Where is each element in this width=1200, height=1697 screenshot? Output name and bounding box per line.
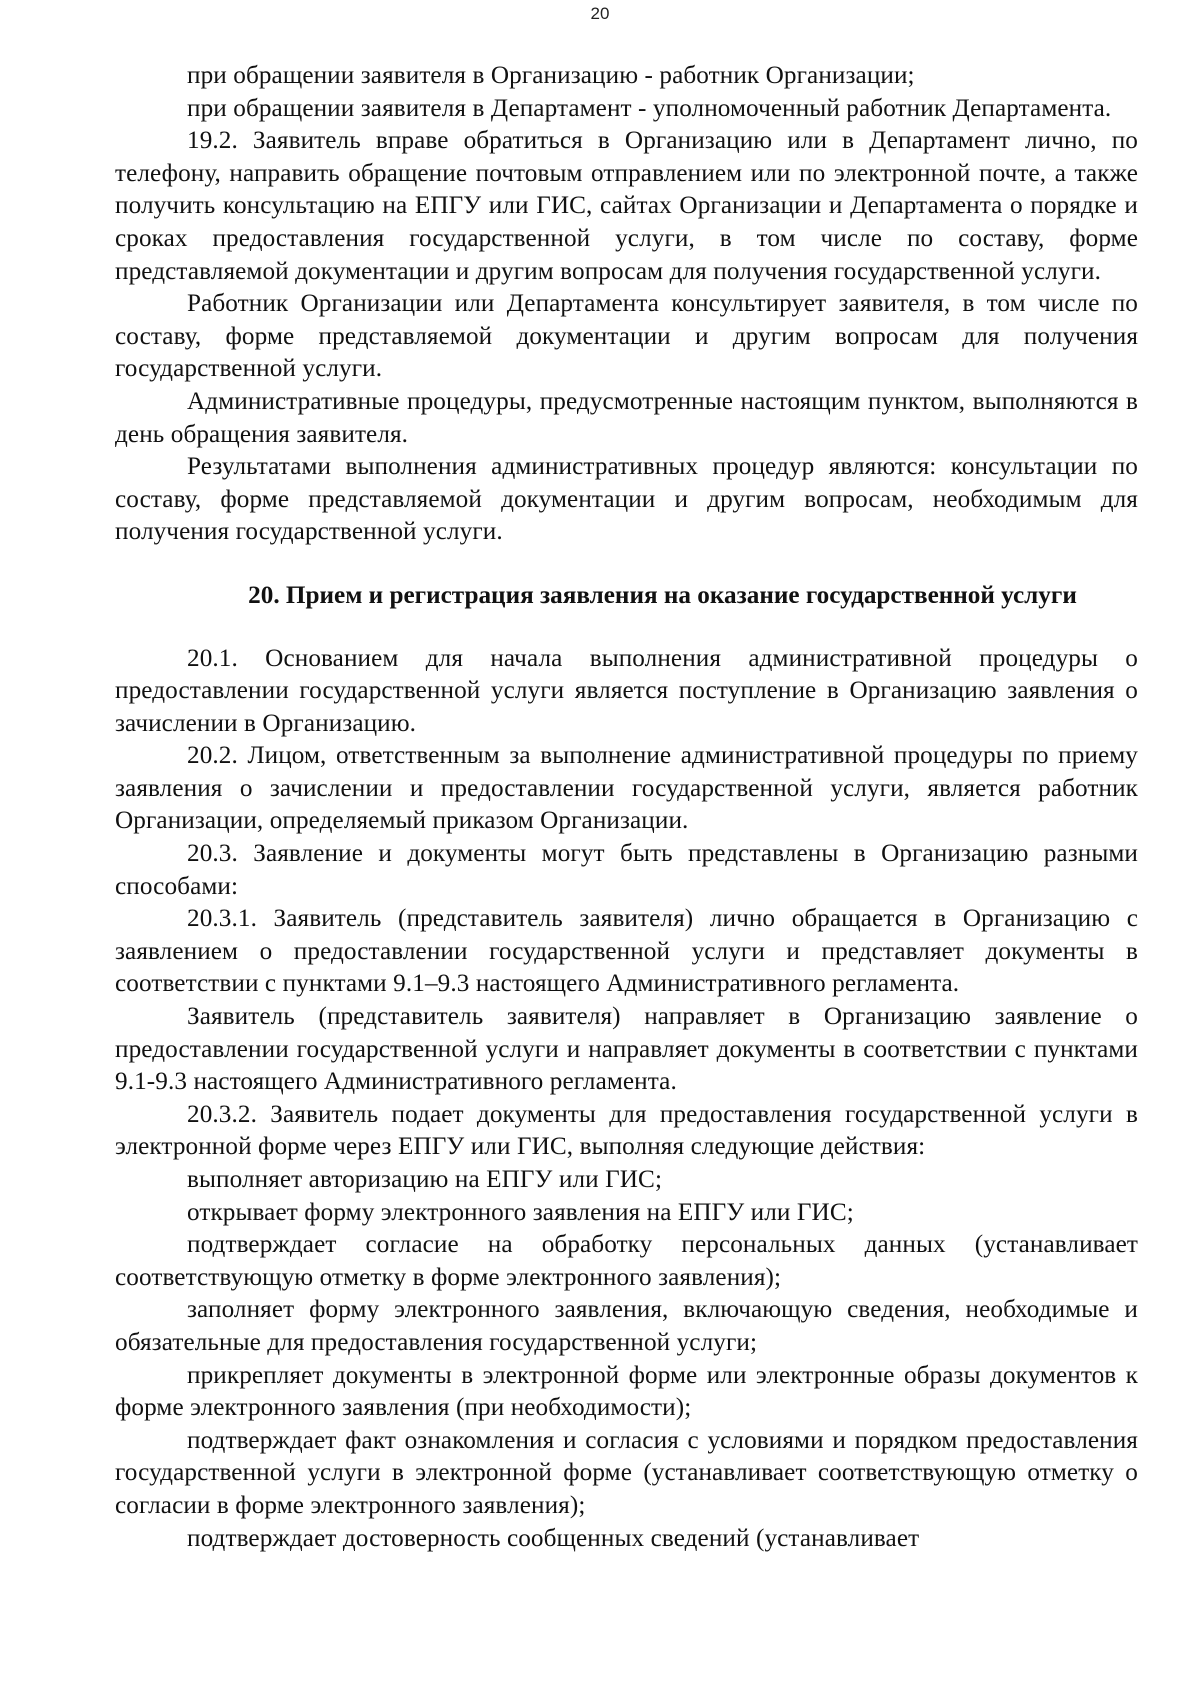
paragraph: 20.2. Лицом, ответственным за выполнение административной процедуры по приему заявления о зачислении и предоставлении государственной услуги, является работник Организации, определяемый приказом Организации. [115,742,1138,835]
paragraph: подтверждает согласие на обработку персональных данных (устанавливает соответствующую отметку в форме электронного заявления); [115,1231,1138,1291]
document-body [115,60,1138,1555]
paragraph: Заявитель (представитель заявителя) направляет в Организацию заявление о предоставлении государственной услуги и направляет документы в соответствии с пунктами 9.1-9.3 настоящего Административного регламента. [115,1003,1138,1096]
paragraph: подтверждает факт ознакомления и согласия с условиями и порядком предоставления государственной услуги в электронной форме (устанавливает соответствующую отметку о согласии в форме электронного заявления); [115,1426,1138,1519]
paragraph: Результатами выполнения административных процедур являются: консультации по составу, форме представляемой документации и другим вопросам, необходимым для получения государственной услуги. [115,453,1138,546]
paragraph: Работник Организации или Департамента консультирует заявителя, в том числе по составу, форме представляемой документации и другим вопросам для получения государственной услуги. [115,290,1138,383]
section-heading: 20. Прием и регистрация заявления на оказание государственной услуги [248,581,1077,609]
paragraph: выполняет авторизацию на ЕПГУ или ГИС; [187,1166,663,1193]
paragraph: открывает форму электронного заявления на ЕПГУ или ГИС; [187,1198,854,1226]
paragraph: 20.3. Заявление и документы могут быть представлены в Организацию разными способами: [115,840,1138,900]
paragraph: 20.1. Основанием для начала выполнения административной процедуры о предоставлении государственной услуги является поступление в Организацию заявления о зачислении в Организацию. [115,644,1138,737]
paragraph: заполняет форму электронного заявления, включающую сведения, необходимые и обязательные для предоставления государственной услуги; [115,1296,1138,1356]
paragraph: 20.3.2. Заявитель подает документы для предоставления государственной услуги в электронной форме через ЕПГУ или ГИС, выполняя следующие действия: [115,1100,1138,1161]
paragraph: Административные процедуры, предусмотренные настоящим пунктом, выполняются в день обращения заявителя. [115,387,1138,448]
paragraph: 20.3.1. Заявитель (представитель заявителя) лично обращается в Организацию с заявлением о предоставлении государственной услуги и представляет документы в соответствии с пунктами 9.1–9.3 настоящего Административного регламента. [115,905,1138,998]
paragraph: при обращении заявителя в Департамент - уполномоченный работник Департамента. [187,94,1112,122]
page-number: 20 [590,4,610,23]
paragraph: прикрепляет документы в электронной форме или электронные образы документов к форме электронного заявления (при необходимости); [115,1361,1138,1422]
paragraph: 19.2. Заявитель вправе обратиться в Организацию или в Департамент лично, по телефону, направить обращение почтовым отправлением или по электронной почте, а также получить консультацию на ЕПГУ или ГИС, сайтах Организации и Департамента о порядке и сроках предоставления государственной услуги, в том числе по составу, форме представляемой документации и другим вопросам для получения государственной услуги. [115,127,1138,285]
paragraph: подтверждает достоверность сообщенных сведений (устанавливает [187,1524,920,1552]
paragraph: при обращении заявителя в Организацию - работник Организации; [187,62,915,89]
